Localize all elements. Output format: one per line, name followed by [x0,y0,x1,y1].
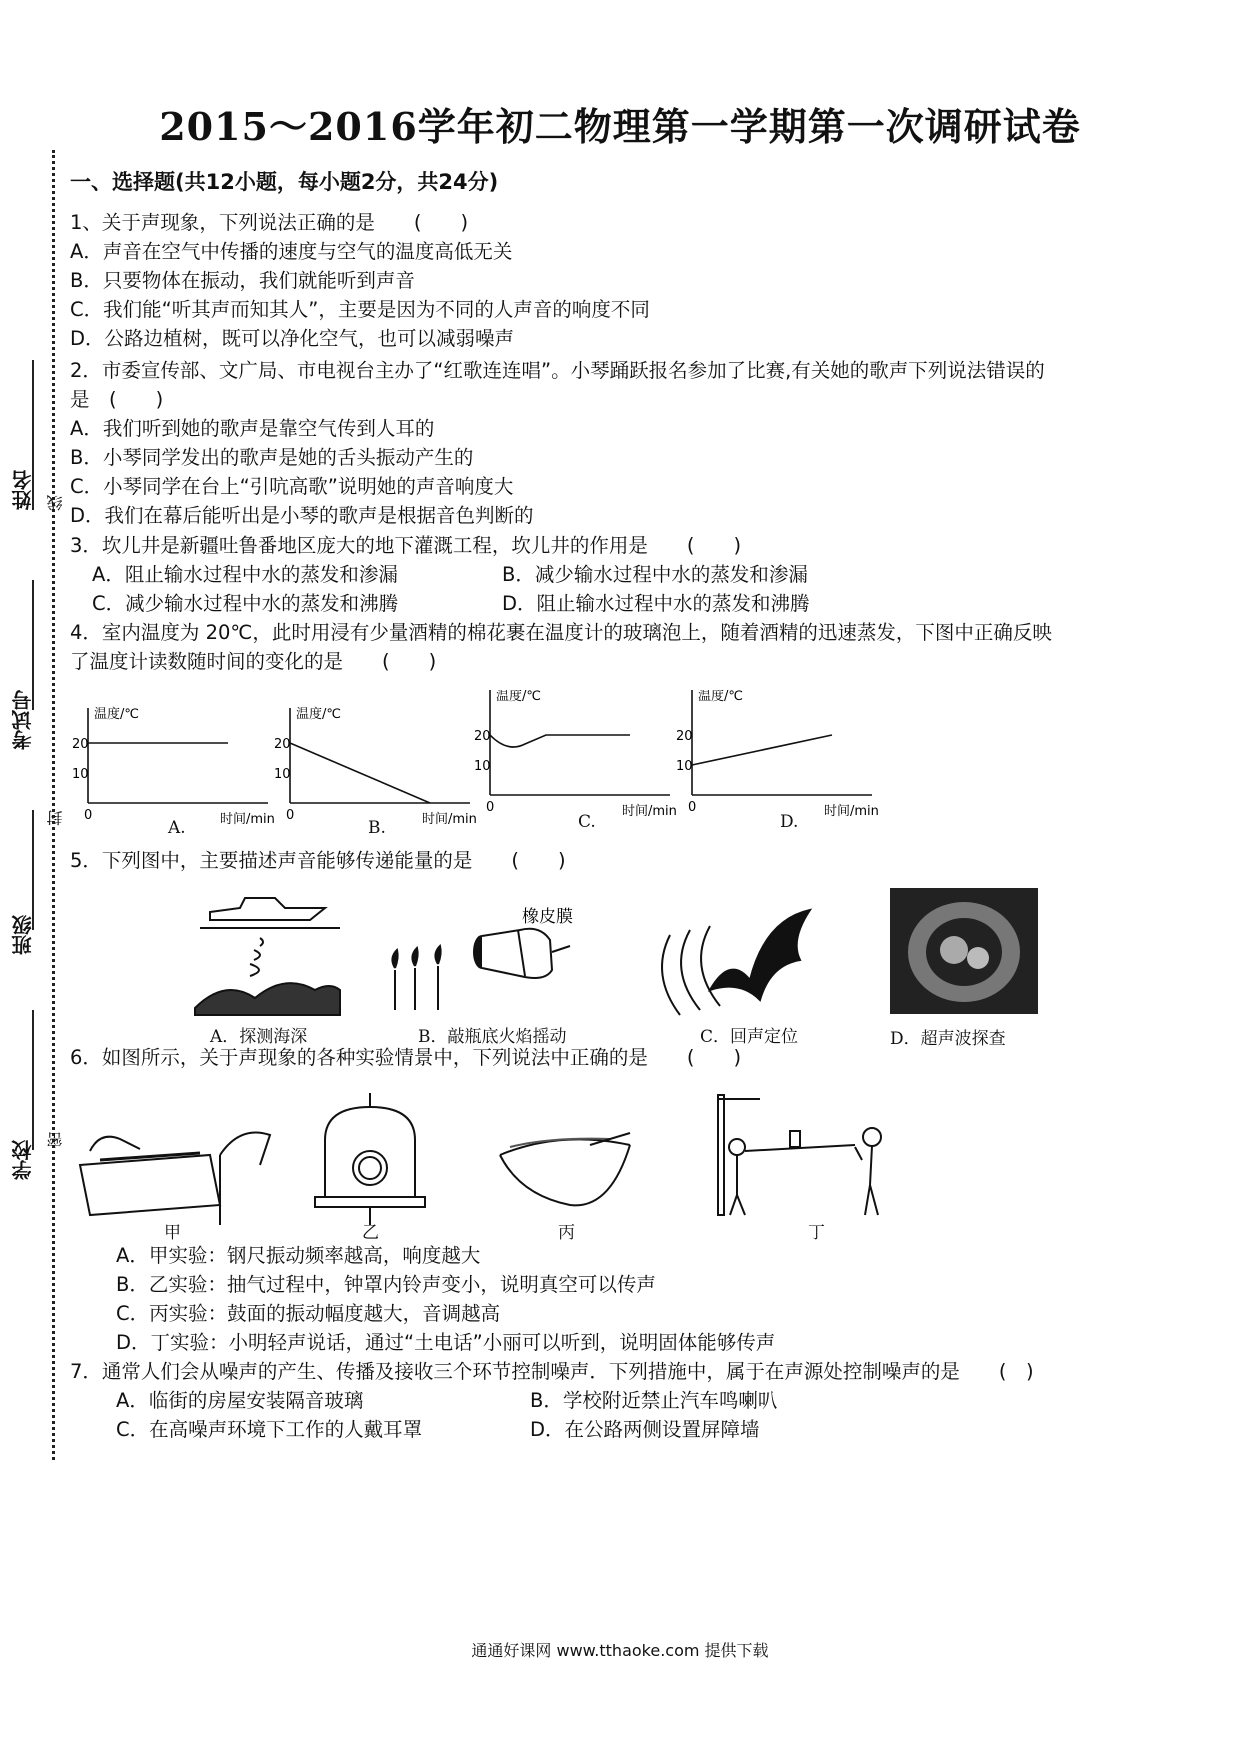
chart-b-series-line [290,743,430,803]
question-4-stem-cont: 了温度计读数随时间的变化的是 ( ) [70,650,437,673]
question-1-option-a: A．声音在空气中传播的速度与空气的温度高低无关 [70,240,513,263]
chart-a-ylabel: 温度/℃ [94,707,139,722]
seal-mark-line: 线 [46,495,65,511]
question-3 [70,531,1180,618]
question-1-stem: 1、关于声现象，下列说法正确的是 ( ) [70,211,469,234]
question-6-option-c: C．丙实验：鼓面的振动幅度越大，音调越高 [116,1302,501,1325]
figure-bat-echo [662,910,810,1015]
question-3-option-d: D．阻止输水过程中水的蒸发和沸腾 [502,592,810,615]
chart-a-xlabel: 时间/min [220,812,275,827]
question-7 [70,1357,1180,1444]
question-2-stem-cont: 是 ( ) [70,388,164,411]
footer-credit: 通通好课网 www.tthaoke.com 提供下载 [471,1641,769,1660]
chart-d-tick-20: 20 [676,729,693,744]
chart-c-xlabel: 时间/min [622,804,677,819]
q6-label-bing: 丙 [558,1223,575,1243]
q6-label-yi: 乙 [362,1223,379,1243]
chart-c-series-line [490,735,630,747]
question-7-stem: 7．通常人们会从噪声的产生、传播及接收三个环节控制噪声．下列措施中，属于在声源处控制噪声的是 ( ) [70,1360,1034,1383]
question-3-option-b: B．减少输水过程中水的蒸发和渗漏 [502,563,808,586]
section-heading: 一、选择题(共12小题，每小题2分，共24分) [70,170,499,194]
question-5 [70,846,1180,875]
question-7-option-b: B．学校附近禁止汽车鸣喇叭 [530,1389,778,1412]
chart-a-tick-10: 10 [72,767,89,782]
q5-caption-c: C．回声定位 [700,1027,799,1047]
school-blank-line [32,1010,34,1150]
question-6-option-d: D．丁实验：小明轻声说话，通过“土电话”小丽可以听到，说明固体能够传声 [116,1331,776,1354]
seal-mark-seal: 封 [46,810,65,826]
question-6-option-b: B．乙实验：抽气过程中，钟罩内铃声变小，说明真空可以传声 [116,1273,656,1296]
question-3-option-a: A．阻止输水过程中水的蒸发和渗漏 [92,563,398,586]
question-3-stem: 3．坎儿井是新疆吐鲁番地区庞大的地下灌溉工程，坎儿井的作用是 ( ) [70,534,742,557]
q6-label-ding: 丁 [808,1223,825,1243]
q5-caption-a: A．探测海深 [210,1027,308,1047]
question-7-option-c: C．在高噪声环境下工作的人戴耳罩 [116,1418,423,1441]
chart-d-tick-10: 10 [676,759,693,774]
question-3-options-row-2 [70,589,1180,618]
question-2-option-a: A．我们听到她的歌声是靠空气传到人耳的 [70,417,435,440]
question-4-charts [70,690,1190,840]
question-1-option-d: D．公路边植树，既可以净化空气，也可以减弱噪声 [70,327,515,350]
question-6-figures [70,1085,930,1235]
q5-caption-d: D．超声波探查 [890,1029,1006,1049]
chart-a-tick-20: 20 [72,737,89,752]
question-7-option-d: D．在公路两侧设置屏障墙 [530,1418,760,1441]
figure-sonar-boat [195,898,340,1015]
chart-b-tick-20: 20 [274,737,291,752]
chart-b-ylabel: 温度/℃ [296,707,341,722]
margin-label-class: 班级 [11,915,35,955]
figure-bell-jar [315,1093,425,1225]
seal-mark-secret: 密 [46,1132,65,1148]
question-2 [70,356,1180,530]
chart-d-label: D. [780,812,799,832]
chart-b-origin: 0 [286,808,295,823]
question-3-option-c: C．减少输水过程中水的蒸发和沸腾 [92,592,399,615]
figure-drum [500,1133,630,1205]
chart-a-origin: 0 [84,808,93,823]
question-5-figures [190,880,1060,1020]
question-1 [70,208,1180,353]
q5-caption-b: B．敲瓶底火焰摇动 [418,1027,567,1047]
question-6-stem: 6．如图所示，关于声现象的各种实验情景中，下列说法中正确的是 ( ) [70,1046,742,1069]
chart-a-label: A. [168,818,186,838]
question-7-option-a: A．临街的房屋安装隔音玻璃 [116,1389,364,1412]
question-2-stem: 2．市委宣传部、文广局、市电视台主办了“红歌连连唱”。小琴踊跃报名参加了比赛,有关她的歌声下列说法错误的 [70,359,1045,382]
binding-dotted-line [52,150,55,1460]
question-3-options-row-1 [70,560,1180,589]
chart-c-ylabel: 温度/℃ [496,690,541,704]
figure-ultrasound [890,888,1038,1014]
question-7-options-row-2 [70,1415,1180,1444]
question-4-stem: 4．室内温度为 20℃，此时用浸有少量酒精的棉花裹在温度计的玻璃泡上，随着酒精的迅速蒸发，下图中正确反映 [70,621,1052,644]
question-1-option-c: C．我们能“听其声而知其人”，主要是因为不同的人声音的响度不同 [70,298,650,321]
question-5-stem: 5．下列图中，主要描述声音能够传递能量的是 ( ) [70,849,566,872]
question-2-option-b: B．小琴同学发出的歌声是她的舌头振动产生的 [70,446,474,469]
figure-steel-ruler [80,1133,270,1226]
question-7-options-row-1 [70,1386,1180,1415]
question-2-option-d: D．我们在幕后能听出是小琴的歌声是根据音色判断的 [70,504,534,527]
question-6-options [70,1241,1180,1357]
chart-d-xlabel: 时间/min [824,804,879,819]
margin-label-exam-number: 考试号 [11,690,35,750]
chart-d-ylabel: 温度/℃ [698,690,743,704]
question-6 [70,1043,1180,1072]
chart-b-label: B. [368,818,386,838]
page-title: 2015～2016学年初二物理第一学期第一次调研试卷 [159,104,1081,149]
question-2-option-c: C．小琴同学在台上“引吭高歌”说明她的声音响度大 [70,475,514,498]
q6-label-jia: 甲 [164,1223,181,1243]
chart-b-xlabel: 时间/min [422,812,477,827]
membrane-label: 橡皮膜 [522,907,573,927]
question-6-option-a: A．甲实验：钢尺振动频率越高，响度越大 [116,1244,481,1267]
chart-b-tick-10: 10 [274,767,291,782]
chart-d-origin: 0 [688,800,697,815]
class-blank-line [32,810,34,930]
question-1-option-b: B．只要物体在振动，我们就能听到声音 [70,269,415,292]
chart-d-series-line [692,735,832,765]
question-4 [70,618,1180,676]
chart-c-tick-10: 10 [474,759,491,774]
margin-label-school: 学校 [11,1140,35,1180]
chart-c-tick-20: 20 [474,729,491,744]
figure-bottle-flame [392,929,570,1010]
chart-c-label: C. [578,812,596,832]
chart-c-origin: 0 [486,800,495,815]
figure-string-phone [718,1095,881,1215]
margin-label-name: 姓名 [11,470,35,510]
